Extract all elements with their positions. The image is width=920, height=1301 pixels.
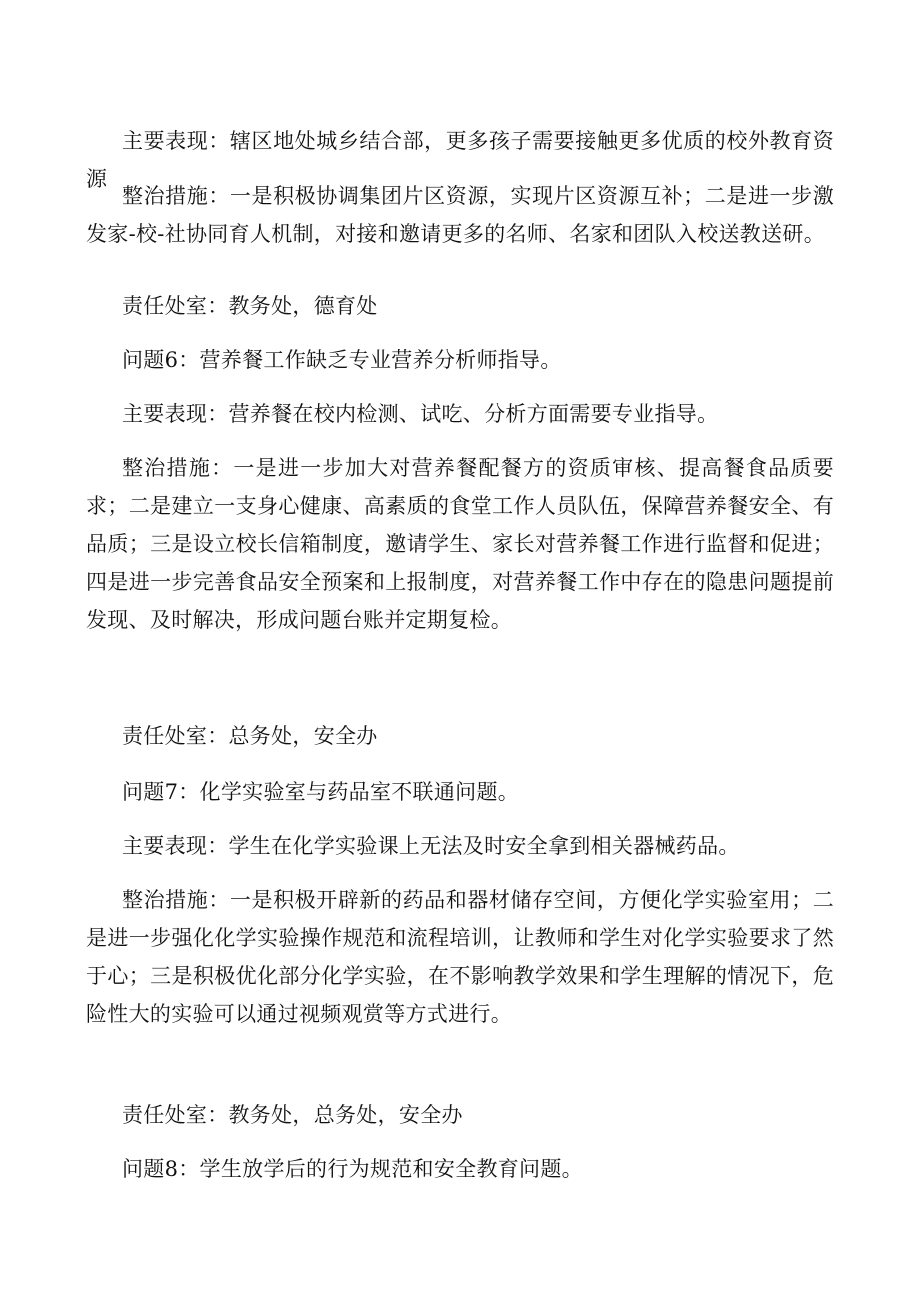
paragraph-main-performance-6: 主要表现：营养餐在校内检测、试吃、分析方面需要专业指导。 bbox=[122, 402, 719, 426]
paragraph-measures-6: 整治措施：一是进一步加大对营养餐配餐方的资质审核、提高餐食品质要求；二是建立一支身心健康、高素质的食堂工作人员队伍，保障营养餐安全、有品质；三是设立校长信箱制度，邀请学生、家长对营养餐工作进行监督和促进；四是进一步完善食品安全预案和上报制度，对营养餐工作中存在的隐患问题提前发现、及时解决，形成问题台账并定期复检。 bbox=[86, 456, 834, 632]
paragraph-responsible-1: 责任处室：教务处，德育处 bbox=[122, 294, 378, 318]
paragraph-issue-6: 问题6：营养餐工作缺乏专业营养分析师指导。 bbox=[122, 348, 562, 372]
paragraph-main-performance-7: 主要表现：学生在化学实验课上无法及时安全拿到相关器械药品。 bbox=[122, 834, 740, 858]
paragraph-responsible-6: 责任处室：总务处，安全办 bbox=[122, 724, 378, 748]
paragraph-measures-7: 整治措施：一是积极开辟新的药品和器材储存空间，方便化学实验室用；二是进一步强化化学实验操作规范和流程培训，让教师和学生对化学实验要求了然于心；三是积极优化部分化学实验，在不影响教学效果和学生理解的情况下，危险性大的实验可以通过视频观赏等方式进行。 bbox=[86, 888, 834, 1026]
paragraph-responsible-7: 责任处室：教务处，总务处，安全办 bbox=[122, 1103, 463, 1127]
paragraph-issue-7: 问题7：化学实验室与药品室不联通问题。 bbox=[122, 780, 520, 804]
paragraph-measures-1: 整治措施：一是积极协调集团片区资源，实现片区资源互补；二是进一步激发家-校-社协同育人机制，对接和邀请更多的名师、名家和团队入校送教送研。 bbox=[86, 184, 834, 246]
paragraph-issue-8: 问题8：学生放学后的行为规范和安全教育问题。 bbox=[122, 1157, 583, 1181]
paragraph-main-performance-1: 主要表现：辖区地处城乡结合部，更多孩子需要接触更多优质的校外教育资源 bbox=[86, 129, 834, 191]
